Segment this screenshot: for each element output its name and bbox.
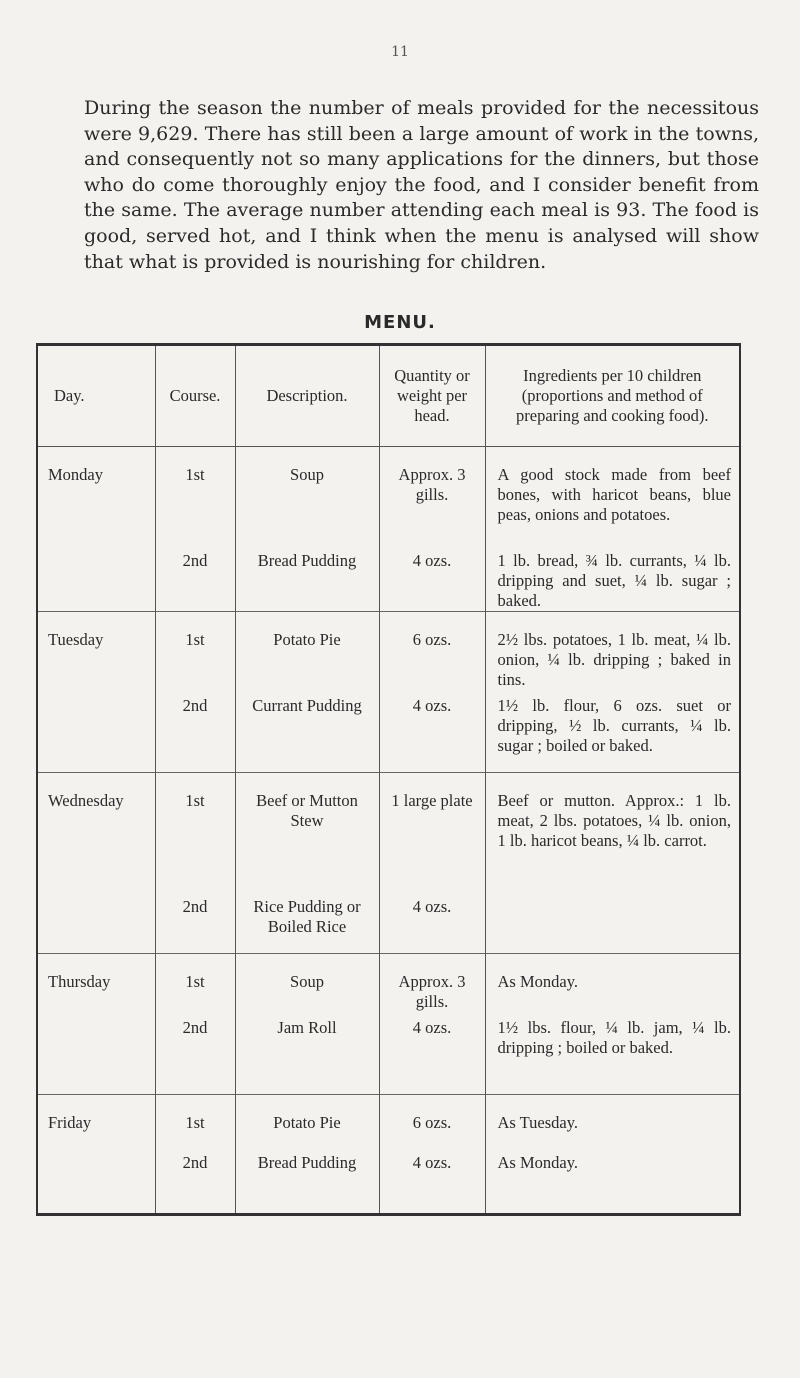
day-cell: Tuesday — [37, 612, 155, 773]
description-2nd: Currant Pudding — [252, 696, 362, 715]
quantity-cell — [379, 1095, 485, 1215]
header-ingredients: Ingredients per 10 children (proportions and method of preparing and cooking food). — [485, 345, 740, 447]
description-2nd: Bread Pudding — [257, 1153, 357, 1172]
description-1st: Soup — [290, 972, 324, 991]
quantity-2nd: 4 ozs. — [412, 696, 452, 715]
day-cell: Wednesday — [37, 773, 155, 954]
intro-paragraph: During the season the number of meals provided for the necessitous were 9,629. There has still been a large amount of work in the towns, and consequently not so many applications for the dinners, but those who do come thoroughly enjoy the food, and I consider benefit from the same. The average number attending each meal is 93. The food is good, served hot, and I think when the menu is analysed will show that what is provided is nourishing for children. — [84, 97, 759, 273]
course-1st: 1st — [185, 630, 205, 649]
description-cell — [235, 954, 379, 1095]
ingredients-1st: As Tuesday. — [497, 1113, 579, 1132]
course-cell — [155, 612, 235, 773]
day-cell: Monday — [37, 447, 155, 612]
course-2nd: 2nd — [182, 696, 208, 715]
description-cell — [235, 612, 379, 773]
course-2nd: 2nd — [182, 1153, 208, 1172]
description-2nd: Jam Roll — [277, 1018, 337, 1037]
quantity-1st: Approx. 3 gills. — [398, 465, 466, 504]
table-row — [37, 612, 740, 773]
quantity-2nd: 4 ozs. — [412, 1153, 452, 1172]
quantity-2nd: 4 ozs. — [412, 551, 452, 570]
ingredients-1st: 2½ lbs. potatoes, 1 lb. meat, ¼ lb. onion, ¼ lb. dripping ; baked in tins. — [497, 630, 731, 689]
quantity-cell — [379, 954, 485, 1095]
description-1st: Potato Pie — [273, 630, 341, 649]
ingredients-2nd: 1½ lbs. flour, ¼ lb. jam, ¼ lb. dripping ; boiled or baked. — [497, 1018, 731, 1057]
course-cell — [155, 1095, 235, 1215]
quantity-1st: 6 ozs. — [412, 1113, 452, 1132]
ingredients-cell — [485, 612, 740, 773]
header-description: Description. — [235, 345, 379, 447]
description-1st: Soup — [290, 465, 324, 484]
description-2nd: Bread Pudding — [257, 551, 357, 570]
description-1st: Beef or Mutton Stew — [256, 791, 358, 830]
course-cell — [155, 773, 235, 954]
quantity-cell — [379, 612, 485, 773]
header-course: Course. — [155, 345, 235, 447]
ingredients-cell — [485, 954, 740, 1095]
ingredients-1st: Beef or mutton. Approx.: 1 lb. meat, 2 lbs. potatoes, ¼ lb. onion, 1 lb. haricot beans, ¼ lb. carrot. — [497, 791, 731, 850]
header-row — [37, 345, 740, 447]
quantity-cell — [379, 773, 485, 954]
quantity-cell — [379, 447, 485, 612]
quantity-1st: 6 ozs. — [412, 630, 452, 649]
quantity-2nd: 4 ozs. — [412, 897, 452, 916]
header-day: Day. — [37, 345, 155, 447]
description-cell — [235, 447, 379, 612]
description-cell — [235, 773, 379, 954]
table-row — [37, 447, 740, 612]
menu-title: MENU. — [364, 312, 436, 333]
table-row — [37, 954, 740, 1095]
ingredients-1st: A good stock made from beef bones, with haricot beans, blue peas, onions and potatoes. — [497, 465, 731, 524]
description-cell — [235, 1095, 379, 1215]
course-1st: 1st — [185, 465, 205, 484]
menu-table — [36, 343, 741, 1216]
ingredients-2nd: 1½ lb. flour, 6 ozs. suet or dripping, ½ lb. currants, ¼ lb. sugar ; boiled or baked. — [497, 696, 731, 755]
course-1st: 1st — [185, 1113, 205, 1132]
table-row — [37, 1095, 740, 1215]
course-2nd: 2nd — [182, 897, 208, 916]
ingredients-cell — [485, 773, 740, 954]
description-2nd: Rice Pudding or Boiled Rice — [253, 897, 361, 936]
ingredients-1st: As Monday. — [497, 972, 579, 991]
description-1st: Potato Pie — [273, 1113, 341, 1132]
ingredients-2nd: As Monday. — [497, 1153, 579, 1172]
course-2nd: 2nd — [182, 1018, 208, 1037]
quantity-2nd: 4 ozs. — [412, 1018, 452, 1037]
header-quantity: Quantity or weight per head. — [379, 345, 485, 447]
ingredients-cell — [485, 447, 740, 612]
ingredients-cell — [485, 1095, 740, 1215]
course-cell — [155, 954, 235, 1095]
day-cell: Thursday — [37, 954, 155, 1095]
table-row — [37, 773, 740, 954]
ingredients-2nd: 1 lb. bread, ¾ lb. currants, ¼ lb. dripping and suet, ¼ lb. sugar ; baked. — [497, 551, 731, 610]
quantity-1st: Approx. 3 gills. — [398, 972, 466, 1011]
course-2nd: 2nd — [182, 551, 208, 570]
course-1st: 1st — [185, 791, 205, 810]
day-cell: Friday — [37, 1095, 155, 1215]
page-number: 11 — [391, 44, 409, 60]
course-cell — [155, 447, 235, 612]
quantity-1st: 1 large plate — [391, 791, 473, 810]
course-1st: 1st — [185, 972, 205, 991]
